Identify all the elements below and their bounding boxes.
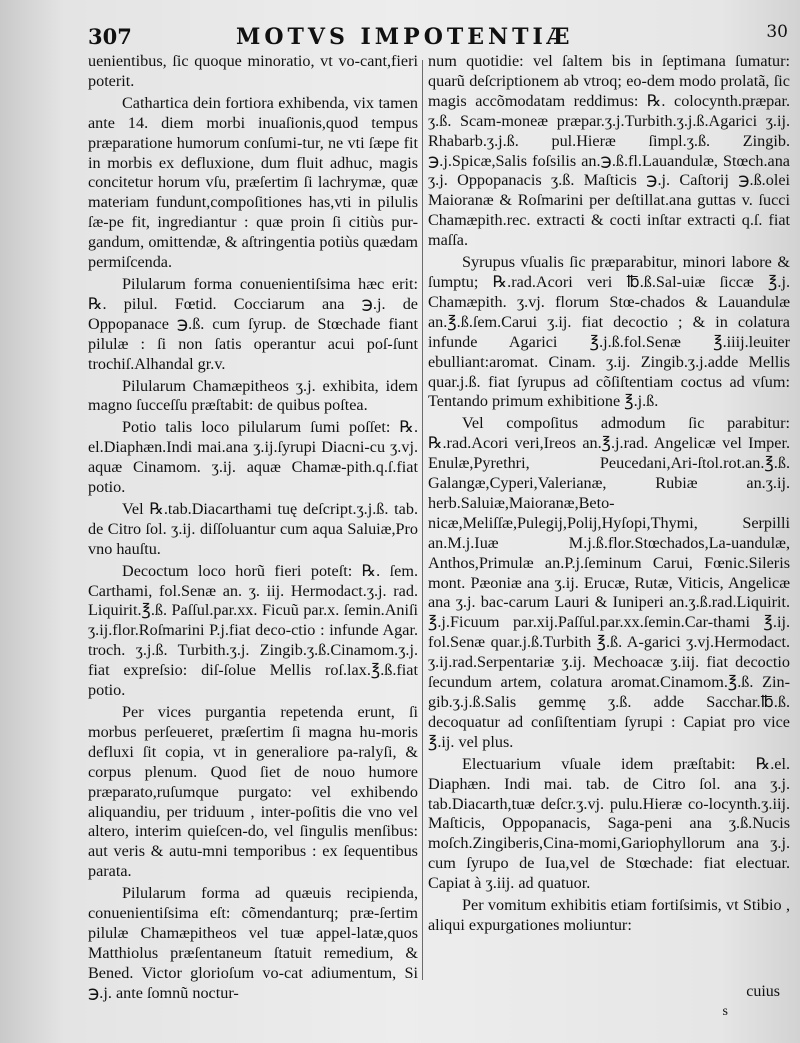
right-paragraph: num quotidie: vel ſaltem bis in ſeptimana ſumatur: quarũ deſcriptionem ab vtroq; eo-dem modo prolatã, ſic magis accõmodatam reddimus: ℞. colocynth.præpar. ʒ.ß. Scam-moneæ præpar.ʒ.j.Turbith.ʒ.j.ß.Agarici ʒ.ij. Rhabarb.ʒ.j.ß. pul.Hieræ ſimpl.ʒ.ß. Zingib. ℈.j.Spicæ,Salis foſsilis an.℈.ß.fl.Lauandulæ, Stœch.ana ʒ.j. Oppopanacis ʒ.ß. Maſticis ℈.j. Caſtorij ℈.ß.olei Maioranæ & Roſmarini per deſtillat.ana guttas v. ſucci Chamæpith.rec. extracti & cocti inſtar extracti q.ſ. fiat maſſa. — [428, 52, 790, 250]
right-paragraph: Electuarium vſuale idem præſtabit: ℞.el. Diaphæn. Indi mai. tab. de Citro ſol. ana ʒ.j. tab.Diacarth,tuæ deſcr.ʒ.vj. pulu.Hieræ co-locynth.ʒ.iij. Maſticis, Oppopanacis, Saga-peni ana ʒ.ß.Nucis moſch.Zingiberis,Cina-momi,Gariophyllorum ana ʒ.j. cum ſyrupo de Iua,vel de Stœchade: fiat electuar. Capiat à ʒ.iij. ad quatuor. — [428, 754, 790, 893]
left-paragraph: Pilularum forma conuenientiſsima hæc erit: ℞. pilul. Fœtid. Cocciarum ana ℈.j. de Oppopanace ℈.ß. cum ſyrup. de Stœchade fiant pilulæ : ſi non ſatis operantur acui poſ-ſunt trochiſ.Alhandal gr.v. — [88, 274, 418, 373]
left-page-number: 307 — [88, 24, 132, 49]
page-header — [88, 22, 788, 52]
left-paragraph: Decoctum loco horũ fieri poteſt: ℞. ſem. Carthami, fol.Senæ an. ʒ. iij. Hermodact.ʒ.j. rad. Liquirit.℥.ß. Paſſul.par.xx. Ficuũ par.x. ſemin.Aniſi ʒ.ij.flor.Roſmarini P.j.fiat deco-ctio : infunde Agar. troch. ʒ.j.ß. Turbith.ʒ.j. Zingib.ʒ.ß.Cinamom.ʒ.j. fiat expreſsio: diſ-ſolue Mellis roſ.lax.℥.ß.fiat potio. — [88, 561, 418, 700]
right-page-number: 30 — [766, 22, 788, 42]
left-paragraph: Pilularum Chamæpitheos ʒ.j. exhibita, idem magno ſucceſſu præſtabit: de quibus poſtea. — [88, 376, 418, 415]
left-paragraph: Potio talis loco pilularum ſumi poſſet: ℞. el.Diaphæn.Indi mai.ana ʒ.ij.ſyrupi Diacni-cu ʒ.vj. aquæ Cinamom. ʒ.ij. aquæ Chamæ-pith.q.ſ.fiat potio. — [88, 418, 418, 497]
left-column — [88, 52, 418, 1006]
right-paragraph: Per vomitum exhibitis etiam fortiſsimis, vt Stibio , aliqui expurgationes moliuntur: — [428, 896, 790, 934]
left-paragraph: Per vices purgantia repetenda erunt, ſi morbus perſeueret, præſertim ſi magna hu-moris defluxi ſit copia, vt in generaliore pa-ralyſi, & corpus plenum. Quod ſiet de nouo humore præparato,ruſumque purgato: vel exhibendo aliquandiu, per triduum , inter-poſitis die vno vel altero, interim quieſcen-do, vel ſingulis menſibus: aut veris & autu-mni temporibus : ex ſequentibus parata. — [88, 703, 418, 881]
right-paragraph: Syrupus vſualis ſic præparabitur, minori labore & ſumptu; ℞.rad.Acori veri ℔.ß.Sal-uiæ ſiccæ ℥.j. Chamæpith. ʒ.vj. florum Stœ-chados & Lauandulæ an.℥.ß.ſem.Carui ʒ.ij. fiat decoctio ; & in colatura infunde Agarici ℥.j.ß.fol.Senæ ℥.iiij.leuiter ebulliant:aromat. Cinam. ʒ.ij. Zingib.ʒ.j.adde Mellis quar.j.ß. fiat ſyrupus ad cõſiſtentiam coctus ad vſum: Tentando primum exhibitione ℥.j.ß. — [428, 253, 790, 411]
left-paragraph: uenientibus, ſic quoque minoratio, vt vo-cant,fieri poterit. — [88, 52, 418, 90]
catchword: cuius — [746, 983, 780, 1000]
left-paragraph: Pilularum forma ad quæuis recipienda, conuenientiſsima eſt: cõmendanturq; præ-ſertim pilulæ Chamæpitheos vel tuæ appel-latæ,quos Matthiolus præſentaneum ſtatuit remedium, & Bened. Victor glorioſum vo-cat adiumentum, Si ℈.j. ante ſomnũ noctur- — [88, 884, 418, 1002]
left-paragraph: Vel ℞.tab.Diacarthami tuę deſcript.ʒ.j.ß. tab. de Citro ſol. ʒ.ij. diſſoluantur cum aqua Saluiæ,Pro vno hauſtu. — [88, 499, 418, 558]
column-divider — [422, 60, 423, 980]
signature-mark: s — [722, 1004, 728, 1019]
right-paragraph: Vel compoſitus admodum ſic parabitur: ℞.rad.Acori veri,Ireos an.℥.j.rad. Angelicæ vel Imper. Enulæ,Pyrethri, Peucedani,Ari-ſtol.rot.an.℥.ß. Galangæ,Cyperi,Valerianæ, Rubiæ an.ʒ.ij. herb.Saluiæ,Maioranæ,Beto-nicæ,Meliſſæ,Pulegij,Polij,Hyſopi,Thymi, Serpilli an.M.j.Iuæ M.j.ß.flor.Stœchados,La-uandulæ, Anthos,Primulæ an.P.j.ſeminum Carui, Fœnic.Sileris mont. Pæoniæ ana ʒ.ij. Erucæ, Rutæ, Viticis, Angelicæ ana ʒ.j. bac-carum Lauri & Iuniperi an.ʒ.ß.rad.Liquirit. ℥.j.Ficuum par.xij.Paſſul.par.xx.ſemin.Car-thami ℥.ij. fol.Senæ quar.j.ß.Turbith ℥.ß. A-garici ʒ.vj.Hermodact. ʒ.ij.rad.Serpentariæ ʒ.ij. Mechoacæ ʒ.iij. fiat decoctio ſecundum artem, colatura aromat.Cinamom.℥.ß. Zin-gib.ʒ.j.ß.Salis gemmę ʒ.ß. adde Sacchar.℔.ß. decoquatur ad conſiſtentiam ſyrupi : Capiat pro vice ℥.ij. vel plus. — [428, 414, 790, 751]
right-column — [428, 52, 790, 938]
left-paragraph: Cathartica dein fortiora exhibenda, vix tamen ante 14. diem morbi inuaſionis,quod tempus præparatione humorum conſumi-tur, ne vti ſæpe fit in morbis ex defluxione, dum fluit adhuc, magis concitetur horum vſu, præſertim ſi lachrymæ, quæ materiam fundunt,compoſitiones has,vti in pilulis ſæ-pe fit, ingrediantur : quæ proin ſi citiùs pur-gandum, omittendæ, & aſtringentia potiùs quædam permiſcenda. — [88, 93, 418, 272]
running-title: MOTVS IMPOTENTIÆ — [236, 24, 574, 50]
